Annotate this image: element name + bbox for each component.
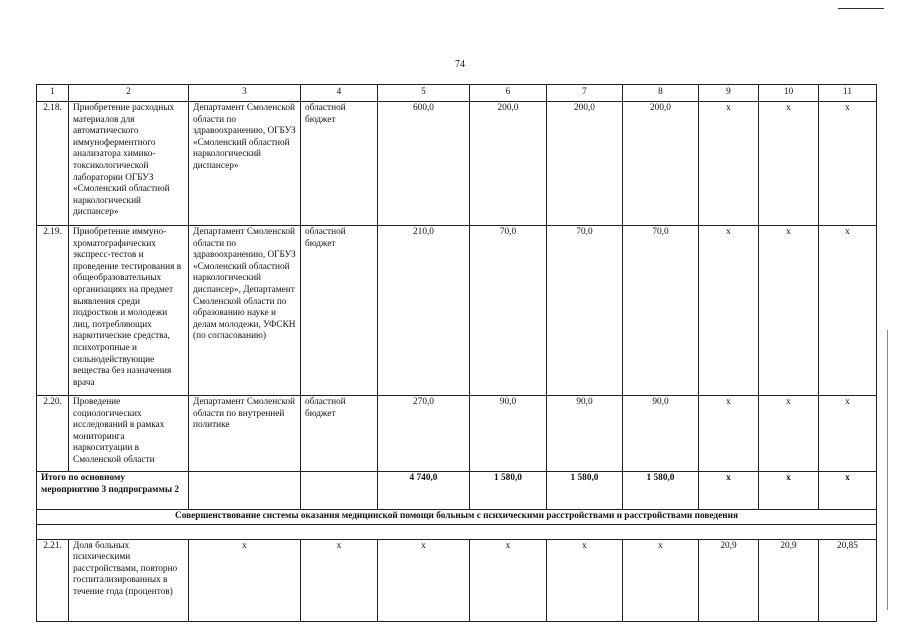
year-1-amount: 70,0 bbox=[470, 226, 547, 396]
funding-source: областной бюджет bbox=[301, 102, 378, 226]
executor: Департамент Смоленской области по здравоохранению, ОГБУЗ «Смоленский областной наркологический диспансер», Департамент Смоленской области по образованию науке и делам молодежи, УФСКН (по согласованию) bbox=[189, 226, 301, 396]
section-row bbox=[37, 510, 877, 525]
scan-edge-mark bbox=[887, 330, 888, 610]
indicator-9: x bbox=[699, 102, 759, 226]
spacer-row bbox=[37, 524, 877, 539]
column-number: 5 bbox=[378, 85, 470, 102]
total-label: Итого по основному мероприятию 3 подпрограммы 2 bbox=[37, 472, 189, 510]
year-2-amount: 70,0 bbox=[547, 226, 623, 396]
indicator-11: 20,85 bbox=[819, 539, 877, 621]
cell-8: x bbox=[623, 539, 699, 621]
column-numbers-row bbox=[37, 85, 877, 102]
year-3-amount: 1 580,0 bbox=[623, 472, 699, 510]
year-2-amount: 1 580,0 bbox=[547, 472, 623, 510]
row-number: 2.18. bbox=[37, 102, 69, 226]
column-number: 1 bbox=[37, 85, 69, 102]
total-amount: 600,0 bbox=[378, 102, 470, 226]
activity-name: Приобретение расходных материалов для автоматического иммуноферментного анализатора химико-токсикологической лаборатории ОГБУЗ «Смоленский областной наркологический диспансер» bbox=[69, 102, 189, 226]
cell-7: x bbox=[547, 539, 623, 621]
funding-source: областной бюджет bbox=[301, 226, 378, 396]
column-number: 6 bbox=[470, 85, 547, 102]
activity-name: Проведение социологических исследований в рамках мониторинга наркоситуации в Смоленской области bbox=[69, 396, 189, 472]
column-number: 8 bbox=[623, 85, 699, 102]
indicator-9: x bbox=[699, 472, 759, 510]
indicator-11: x bbox=[819, 102, 877, 226]
indicator-11: x bbox=[819, 396, 877, 472]
year-3-amount: 90,0 bbox=[623, 396, 699, 472]
indicator-11: x bbox=[819, 226, 877, 396]
table-row bbox=[37, 102, 877, 226]
indicator-9: 20,9 bbox=[699, 539, 759, 621]
total-row bbox=[37, 472, 877, 510]
scan-line-mark bbox=[838, 8, 884, 9]
column-number: 2 bbox=[69, 85, 189, 102]
year-2-amount: 90,0 bbox=[547, 396, 623, 472]
executor: Департамент Смоленской области по здравоохранению, ОГБУЗ «Смоленский областной наркологический диспансер» bbox=[189, 102, 301, 226]
indicator-name: Доля больных психическими расстройствами, повторно госпитализированных в течение года (процентов) bbox=[69, 539, 189, 621]
page-number: 74 bbox=[455, 59, 465, 70]
activity-name: Приобретение иммуно-хроматографических экспресс-тестов и проведение тестирования в общеобразовательных организациях на предмет выявления среди подростков и молодежи лиц, потребляющих наркотические средства, психотропные и сильнодействующие вещества без назначения врача bbox=[69, 226, 189, 396]
year-2-amount: 200,0 bbox=[547, 102, 623, 226]
cell-6: x bbox=[470, 539, 547, 621]
row-number: 2.21. bbox=[37, 539, 69, 621]
year-1-amount: 90,0 bbox=[470, 396, 547, 472]
column-number: 9 bbox=[699, 85, 759, 102]
cell-5: x bbox=[378, 539, 470, 621]
indicator-9: x bbox=[699, 396, 759, 472]
empty-cell bbox=[37, 524, 877, 539]
cell-3: x bbox=[189, 539, 301, 621]
empty-cell bbox=[189, 472, 301, 510]
indicator-10: x bbox=[759, 226, 819, 396]
table-row bbox=[37, 226, 877, 396]
year-1-amount: 1 580,0 bbox=[470, 472, 547, 510]
indicator-11: x bbox=[819, 472, 877, 510]
year-3-amount: 70,0 bbox=[623, 226, 699, 396]
year-3-amount: 200,0 bbox=[623, 102, 699, 226]
indicator-9: x bbox=[699, 226, 759, 396]
total-amount: 4 740,0 bbox=[378, 472, 470, 510]
indicator-10: x bbox=[759, 472, 819, 510]
section-title: Совершенствование системы оказания медицинской помощи больным с психическими расстройствами и расстройствами поведения bbox=[37, 510, 877, 525]
program-table bbox=[36, 84, 877, 622]
column-number: 10 bbox=[759, 85, 819, 102]
total-amount: 270,0 bbox=[378, 396, 470, 472]
column-number: 7 bbox=[547, 85, 623, 102]
year-1-amount: 200,0 bbox=[470, 102, 547, 226]
cell-4: x bbox=[301, 539, 378, 621]
executor: Департамент Смоленской области по внутренней политике bbox=[189, 396, 301, 472]
indicator-10: x bbox=[759, 396, 819, 472]
indicator-10: x bbox=[759, 102, 819, 226]
column-number: 3 bbox=[189, 85, 301, 102]
row-number: 2.19. bbox=[37, 226, 69, 396]
indicator-10: 20,9 bbox=[759, 539, 819, 621]
table-row bbox=[37, 539, 877, 621]
column-number: 4 bbox=[301, 85, 378, 102]
funding-source: областной бюджет bbox=[301, 396, 378, 472]
total-amount: 210,0 bbox=[378, 226, 470, 396]
column-number: 11 bbox=[819, 85, 877, 102]
row-number: 2.20. bbox=[37, 396, 69, 472]
table-row bbox=[37, 396, 877, 472]
empty-cell bbox=[301, 472, 378, 510]
